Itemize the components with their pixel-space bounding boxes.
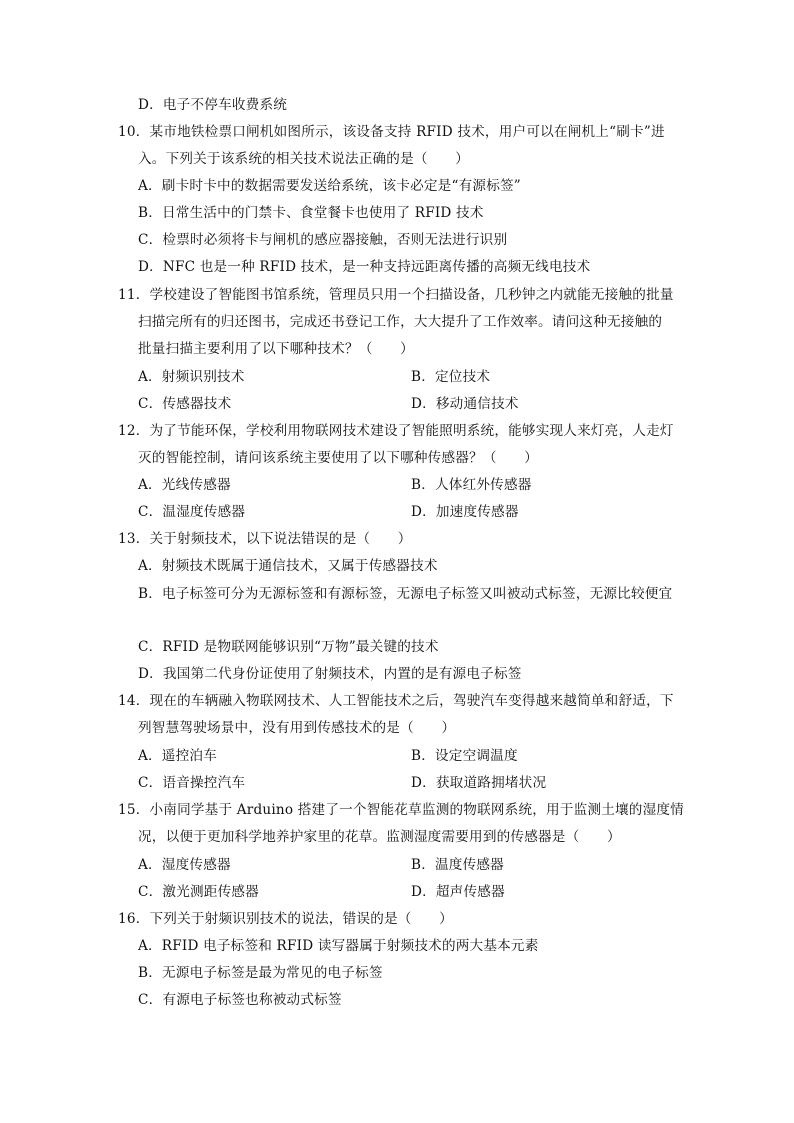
q14-option-a: A．遥控泊车 <box>138 748 217 764</box>
q15-option-c: C．激光测距传感器 <box>138 884 259 900</box>
q13-stem-line1: 13．关于射频技术，以下说法错误的是（ ） <box>118 531 412 547</box>
q15-option-a: A．湿度传感器 <box>138 857 231 873</box>
q11-option-a: A．射频识别技术 <box>138 369 245 385</box>
q14-stem-line1: 14．现在的车辆融入物联网技术、人工智能技术之后，驾驶汽车变得越来越简单和舒适，下 <box>118 693 674 709</box>
q11-option-c: C．传感器技术 <box>138 396 232 412</box>
q13-option-a: A．射频技术既属于通信技术，又属于传感器技术 <box>138 558 438 574</box>
q13-option-d: D．我国第二代身份证使用了射频技术，内置的是有源电子标签 <box>138 666 522 682</box>
q14-option-d: D．获取道路拥堵状况 <box>411 775 547 791</box>
q16-option-c: C．有源电子标签也称被动式标签 <box>138 992 342 1008</box>
q11-option-b: B．定位技术 <box>411 369 491 385</box>
q12-option-d: D．加速度传感器 <box>411 504 519 520</box>
q15-option-b: B．温度传感器 <box>411 857 504 873</box>
q15-option-d: D．超声传感器 <box>411 884 505 900</box>
q10-option-c: C．检票时必须将卡与闸机的感应器接触，否则无法进行识别 <box>138 232 508 248</box>
q11-stem-line3: 批量扫描主要利用了以下哪种技术？（ ） <box>138 341 414 357</box>
q13-option-b: B．电子标签可分为无源标签和有源标签，无源电子标签又叫被动式标签，无源比较便宜 <box>138 586 673 602</box>
q16-option-b: B．无源电子标签是最为常见的电子标签 <box>138 965 383 981</box>
q12-option-a: A．光线传感器 <box>138 477 231 493</box>
q15-stem-line2: 况，以便于更加科学地养护家里的花草。监测湿度需要用到的传感器是（ ） <box>138 829 621 845</box>
q16-option-a: A．RFID 电子标签和 RFID 读写器属于射频技术的两大基本元素 <box>138 938 539 954</box>
q10-stem-line1: 10．某市地铁检票口闸机如图所示，该设备支持 RFID 技术，用户可以在闸机上“刷卡”进 <box>118 124 665 140</box>
q12-stem-line2: 灭的智能控制，请问该系统主要使用了以下哪种传感器？（ ） <box>138 450 539 466</box>
q11-stem-line2: 扫描完所有的归还图书，完成还书登记工作，大大提升了工作效率。请问这种无接触的 <box>138 314 663 330</box>
q14-option-b: B．设定空调温度 <box>411 748 518 764</box>
q10-stem-line2: 入。下列关于该系统的相关技术说法正确的是（ ） <box>138 151 470 167</box>
q10-option-d: D．NFC 也是一种 RFID 技术，是一种支持远距离传播的高频无线电技术 <box>138 259 591 275</box>
q10-option-a: A．刷卡时卡中的数据需要发送给系统，该卡必定是“有源标签” <box>138 178 521 194</box>
q13-option-c: C．RFID 是物联网能够识别“万物”最关键的技术 <box>138 639 439 655</box>
q11-option-d: D．移动通信技术 <box>411 396 519 412</box>
q14-stem-line2: 列智慧驾驶场景中，没有用到传感技术的是（ ） <box>138 720 456 736</box>
q9-option-d: D．电子不停车收费系统 <box>138 97 288 113</box>
q11-stem-line1: 11．学校建设了智能图书馆系统，管理员只用一个扫描设备，几秒钟之内就能无接触的批量 <box>118 287 674 303</box>
q10-option-b: B．日常生活中的门禁卡、食堂餐卡也使用了 RFID 技术 <box>138 205 484 221</box>
q14-option-c: C．语音操控汽车 <box>138 775 246 791</box>
q12-option-b: B．人体红外传感器 <box>411 477 532 493</box>
q12-option-c: C．温湿度传感器 <box>138 504 246 520</box>
q16-stem-line1: 16．下列关于射频识别技术的说法，错误的是（ ） <box>118 911 453 927</box>
q12-stem-line1: 12．为了节能环保，学校利用物联网技术建设了智能照明系统，能够实现人来灯亮，人走灯 <box>118 423 674 439</box>
q15-stem-line1: 15．小南同学基于 Arduino 搭建了一个智能花草监测的物联网系统，用于监测土壤的湿度情 <box>118 802 684 818</box>
